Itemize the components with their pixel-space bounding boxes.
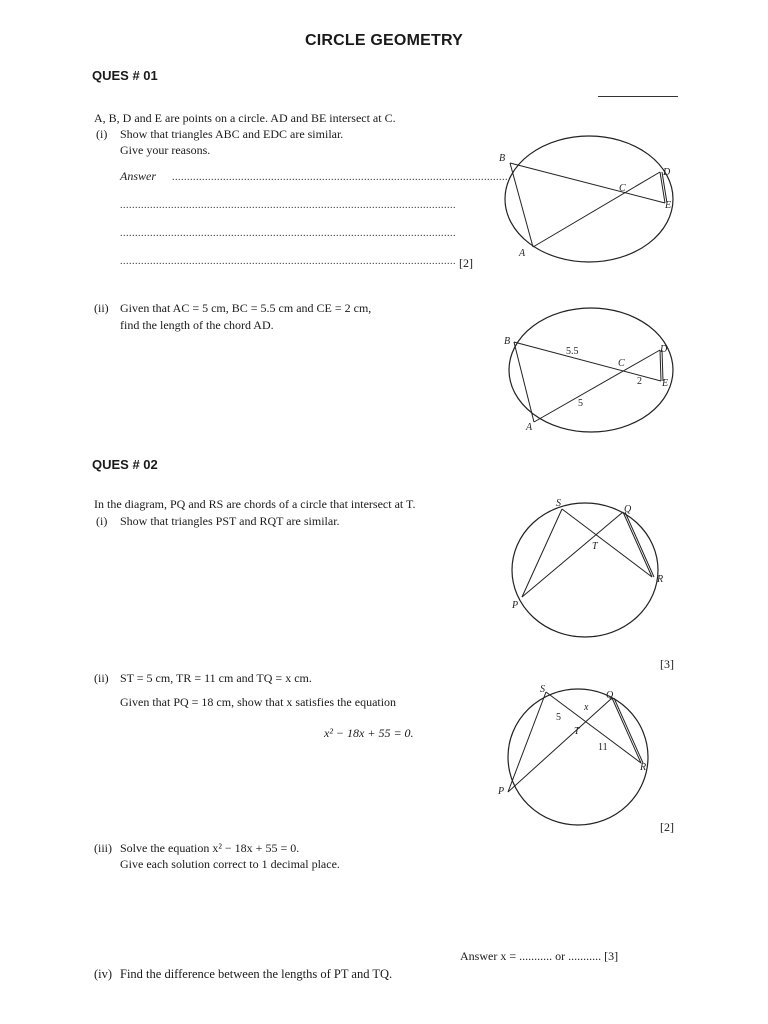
length-bc: 5.5 <box>566 346 579 357</box>
q1-part-i-line1: Show that triangles ABC and EDC are similar. <box>120 127 344 141</box>
answer-line-3[interactable]: ................................................................................................................ <box>120 228 456 239</box>
q2-mark-ii: [2] <box>660 820 674 834</box>
q2-mark-i: [3] <box>660 657 674 671</box>
length-ce: 2 <box>637 376 642 387</box>
label-r: R <box>640 762 647 773</box>
label-d: D <box>660 344 668 355</box>
label-e: E <box>662 378 669 389</box>
label-s: S <box>556 498 561 509</box>
q2-part-iii-line2: Give each solution correct to 1 decimal place. <box>120 857 340 871</box>
q2-part-iii-line1: Solve the equation x² − 18x + 55 = 0. <box>120 841 300 855</box>
page-title: CIRCLE GEOMETRY <box>305 32 463 49</box>
q2-answer-iii[interactable]: Answer x = ........... or ........... [3] <box>460 949 619 963</box>
label-s: S <box>540 684 545 695</box>
q2-part-ii-line1: ST = 5 cm, TR = 11 cm and TQ = x cm. <box>120 671 312 685</box>
length-tr: 11 <box>598 742 608 753</box>
label-d: D <box>663 167 671 178</box>
question-2-heading: QUES # 02 <box>92 457 158 472</box>
answer-line-2[interactable]: ................................................................................................................ <box>120 200 456 211</box>
label-q: Q <box>624 504 632 515</box>
q1-mark-i: [2] <box>459 256 473 270</box>
q1-part-i-line2: Give your reasons. <box>120 143 211 157</box>
q2-part-iii-label: (iii) <box>94 841 112 855</box>
q1-intro: A, B, D and E are points on a circle. AD and BE intersect at C. <box>94 111 396 125</box>
q2-part-iv-label: (iv) <box>94 967 113 981</box>
q2-part-ii-line2: Given that PQ = 18 cm, show that x satisfies the equation <box>120 695 397 709</box>
circle-diagram-pqrst-lengths <box>494 680 664 830</box>
circle-diagram-abcde-lengths <box>500 306 690 436</box>
q1-answer-label: Answer <box>120 169 156 183</box>
length-ac: 5 <box>578 398 583 409</box>
label-c: C <box>618 358 625 369</box>
label-t: T <box>592 541 598 552</box>
equation: x² − 18x + 55 = 0. <box>324 726 414 740</box>
label-e: E <box>665 200 672 211</box>
circle-diagram-abcde <box>495 135 685 265</box>
label-t: T <box>574 726 580 737</box>
label-q: Q <box>606 690 614 701</box>
circle-diagram-pqrst <box>500 495 680 643</box>
answer-line-1[interactable]: ................................................................................................................ <box>172 172 508 183</box>
length-tq: x <box>584 702 589 713</box>
label-a: A <box>526 422 533 433</box>
label-r: R <box>657 574 664 585</box>
q1-part-i-label: (i) <box>96 127 108 141</box>
q2-intro: In the diagram, PQ and RS are chords of a circle that intersect at T. <box>94 497 416 511</box>
q2-part-i-text: Show that triangles PST and RQT are similar. <box>120 514 340 528</box>
label-p: P <box>498 786 505 797</box>
rule-line <box>598 96 678 97</box>
q2-part-ii-label: (ii) <box>94 671 109 685</box>
label-p: P <box>512 600 519 611</box>
q2-part-i-label: (i) <box>96 514 108 528</box>
q1-part-ii-label: (ii) <box>94 301 109 315</box>
q1-part-ii-line2: find the length of the chord AD. <box>120 318 274 332</box>
label-b: B <box>499 153 506 164</box>
question-1-heading: QUES # 01 <box>92 68 158 83</box>
q1-part-ii-line1: Given that AC = 5 cm, BC = 5.5 cm and CE = 2 cm, <box>120 301 372 315</box>
label-c: C <box>619 183 626 194</box>
length-st: 5 <box>556 712 561 723</box>
label-b: B <box>504 336 511 347</box>
answer-line-4[interactable]: ................................................................................................................ <box>120 256 456 267</box>
q2-part-iv-text: Find the difference between the lengths of PT and TQ. <box>120 967 393 981</box>
label-a: A <box>519 248 526 259</box>
